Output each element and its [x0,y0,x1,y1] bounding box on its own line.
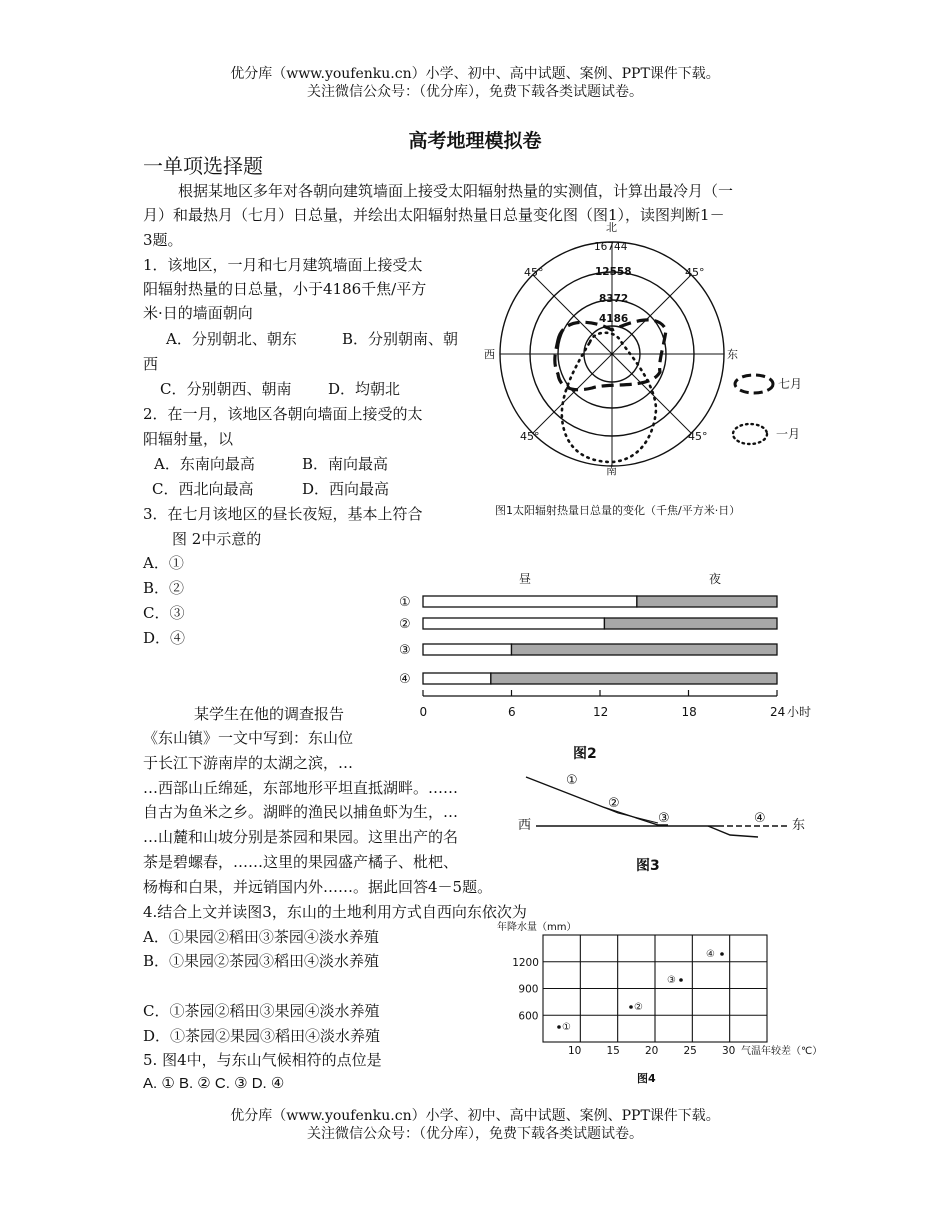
q3-option-b: B．② [143,579,185,597]
fig2-day-bar-2 [423,618,604,629]
fig2-tick-label-18: 18 [681,705,697,719]
fig4-ytick-600: 600 [518,1010,539,1023]
fig4-xtick-20: 20 [645,1045,659,1057]
fig2-day-bar-1 [423,596,637,607]
figure-1-polar-chart [480,222,810,522]
passage-line-7: 茶是碧螺春，……这里的果园盛产橘子、枇杷、 [143,853,459,871]
q3-stem-1: 3．在七月该地区的昼长夜短，基本上符合 [143,505,423,523]
fig4-ytick-900: 900 [518,983,539,996]
fig4-point-2: ② [634,1002,643,1013]
q1-stem-2: 阳辐射热量的日总量，小于4186千焦/平方 [143,280,427,298]
fig4-point-1-dot [557,1025,561,1029]
fig1-legend-jan-symbol [733,424,767,444]
fig1-label-north: 北 [606,222,617,234]
header-line-1: 优分库（www.youfenku.cn）小学、初中、高中试题、案例、PPT课件下载。 [230,66,720,82]
q1-stem-1: 1．该地区，一月和七月建筑墙面上接受太 [143,256,423,274]
fig3-point-2: ② [608,796,620,811]
q3-option-a: A．① [143,554,184,572]
fig1-label-west: 西 [484,348,495,361]
fig2-label-night: 夜 [709,572,722,586]
intro-line-2: 月）和最热月（七月）日总量，并绘出太阳辐射热量日总量变化图（图1），读图判断1－ [143,206,725,224]
q1-option-a: A．分别朝北、朝东 [166,330,297,348]
fig1-label-east: 东 [727,348,738,361]
fig2-tick-label-24: 24 [770,705,786,719]
fig1-legend-july-symbol [735,375,773,393]
fig2-tick-label-12: 12 [593,705,609,719]
fig4-xtick-10: 10 [568,1045,582,1057]
fig1-legend-january: 一月 [776,427,801,441]
fig3-label-west: 西 [518,818,532,833]
fig4-xtick-25: 25 [683,1045,697,1057]
passage-line-4: …西部山丘绵延，东部地形平坦直抵湖畔。…… [143,779,459,797]
fig4-ytick-1200: 1200 [512,956,539,969]
q4-option-c: C．①茶园②稻田③果园④淡水养殖 [143,1002,380,1020]
fig4-point-3-dot [679,978,683,982]
fig2-row-label-4: ④ [399,672,411,687]
q1-option-b: B．分别朝南、朝 [342,330,459,348]
fig2-night-bar-1 [637,596,777,607]
q3-stem-2: 图 2中示意的 [172,530,262,548]
fig2-tick-label-0: 0 [419,705,428,719]
passage-line-6: …山麓和山坡分别是茶园和果园。这里出产的名 [143,828,459,846]
q1-option-c: C．分别朝西、朝南 [160,380,292,398]
q2-option-c: C．西北向最高 [152,480,254,498]
q2-option-a: A．东南向最高 [154,455,255,473]
figure-4-scatter [495,918,840,1093]
fig1-caption: 图1太阳辐射热量日总量的变化（千焦/平方米·日） [495,504,741,517]
fig2-night-bar-3 [512,644,778,655]
fig4-point-2-dot [629,1005,633,1009]
fig2-row-label-3: ③ [399,643,411,658]
fig4-point-1: ① [562,1022,571,1033]
fig2-caption: 图2 [573,746,597,762]
fig1-january-curve [562,333,656,462]
q2-option-b: B．南向最高 [302,455,389,473]
q3-option-d: D．④ [143,629,186,647]
fig1-july-curve [555,320,666,390]
q1-option-b-cont: 西 [143,355,159,373]
footer-line-1: 优分库（www.youfenku.cn）小学、初中、高中试题、案例、PPT课件下载。 [230,1108,720,1124]
intro-line-3: 3题。 [143,231,183,249]
q4-stem: 4.结合上文并读图3，东山的土地利用方式自西向东依次为 [143,903,527,921]
fig3-point-4: ④ [754,811,766,826]
fig2-unit: 小时 [787,705,812,719]
fig1-label-ne: 45° [685,266,705,279]
figure-3-terrain-profile [508,765,808,885]
q2-stem-1: 2．在一月，该地区各朝向墙面上接受的太 [143,405,423,423]
passage-line-5: 自古为鱼米之乡。湖畔的渔民以捕鱼虾为生，… [143,803,459,821]
fig4-point-4: ④ [706,949,715,960]
fig3-label-east: 东 [792,818,806,833]
header-line-2: 关注微信公众号：（优分库），免费下载各类试题试卷。 [307,84,643,100]
fig2-day-bar-4 [423,673,491,684]
section-title: 一单项选择题 [143,154,263,178]
footer-line-2: 关注微信公众号：（优分库），免费下载各类试题试卷。 [307,1126,643,1142]
q5-options: A. ① B. ② C. ③ D. ④ [143,1075,285,1092]
q2-option-d: D．西向最高 [302,480,390,498]
fig3-caption: 图3 [636,858,660,874]
page-title: 高考地理模拟卷 [408,130,542,152]
fig2-night-bar-2 [604,618,777,629]
fig2-night-bar-4 [491,673,777,684]
fig2-label-day: 昼 [519,572,532,586]
passage-line-8: 杨梅和白果，并远销国内外……。据此回答4－5题。 [143,878,493,896]
fig1-legend-july: 七月 [778,377,803,391]
fig4-xtick-15: 15 [606,1045,620,1057]
q2-stem-2: 阳辐射量，以 [143,430,234,448]
q1-stem-3: 米·日的墙面朝向 [143,304,253,322]
fig2-row-label-1: ① [399,595,411,610]
fig4-xtick-30: 30 [722,1045,736,1057]
fig3-point-1: ① [566,773,578,788]
passage-line-1: 某学生在他的调查报告 [194,705,345,723]
fig1-label-nw: 45° [524,266,544,279]
fig3-point-3: ③ [658,811,670,826]
fig4-point-3: ③ [667,975,676,986]
q4-option-a: A．①果园②稻田③茶园④淡水养殖 [143,928,379,946]
fig1-ring-label-16744: 16744 [594,241,628,253]
fig2-row-label-2: ② [399,617,411,632]
q1-option-d: D．均朝北 [328,380,401,398]
passage-line-2: 《东山镇》一文中写到：东山位 [143,729,354,747]
fig1-label-se: 45° [688,430,708,443]
fig4-x-label: 气温年较差（℃） [741,1046,823,1057]
q4-option-b: B．①果园②茶园③稻田④淡水养殖 [143,952,380,970]
fig2-day-bar-3 [423,644,512,655]
fig1-label-sw: 45° [520,430,540,443]
fig3-lake-bed [708,826,758,837]
q4-option-d: D．①茶园②果园③稻田④淡水养殖 [143,1027,381,1045]
figure-2-daylength-chart [395,568,825,763]
fig1-ring-label-12558: 12558 [595,266,632,278]
passage-line-3: 于长江下游南岸的太湖之滨，… [143,754,354,772]
fig1-ring-label-4186: 4186 [599,313,629,325]
intro-line-1: 根据某地区多年对各朝向建筑墙面上接受太阳辐射热量的实测值，计算出最冷月（一 [178,182,734,200]
fig1-ring-label-8372: 8372 [599,293,629,305]
fig4-point-4-dot [720,952,724,956]
q3-option-c: C．③ [143,604,185,622]
fig4-caption: 图4 [637,1072,656,1085]
q5-stem: 5. 图4中，与东山气候相符的点位是 [143,1051,382,1069]
fig2-tick-label-6: 6 [508,705,516,719]
fig4-y-label: 年降水量（mm） [497,922,577,933]
fig3-slope-upper [526,777,668,825]
fig1-label-south: 南 [606,464,617,477]
